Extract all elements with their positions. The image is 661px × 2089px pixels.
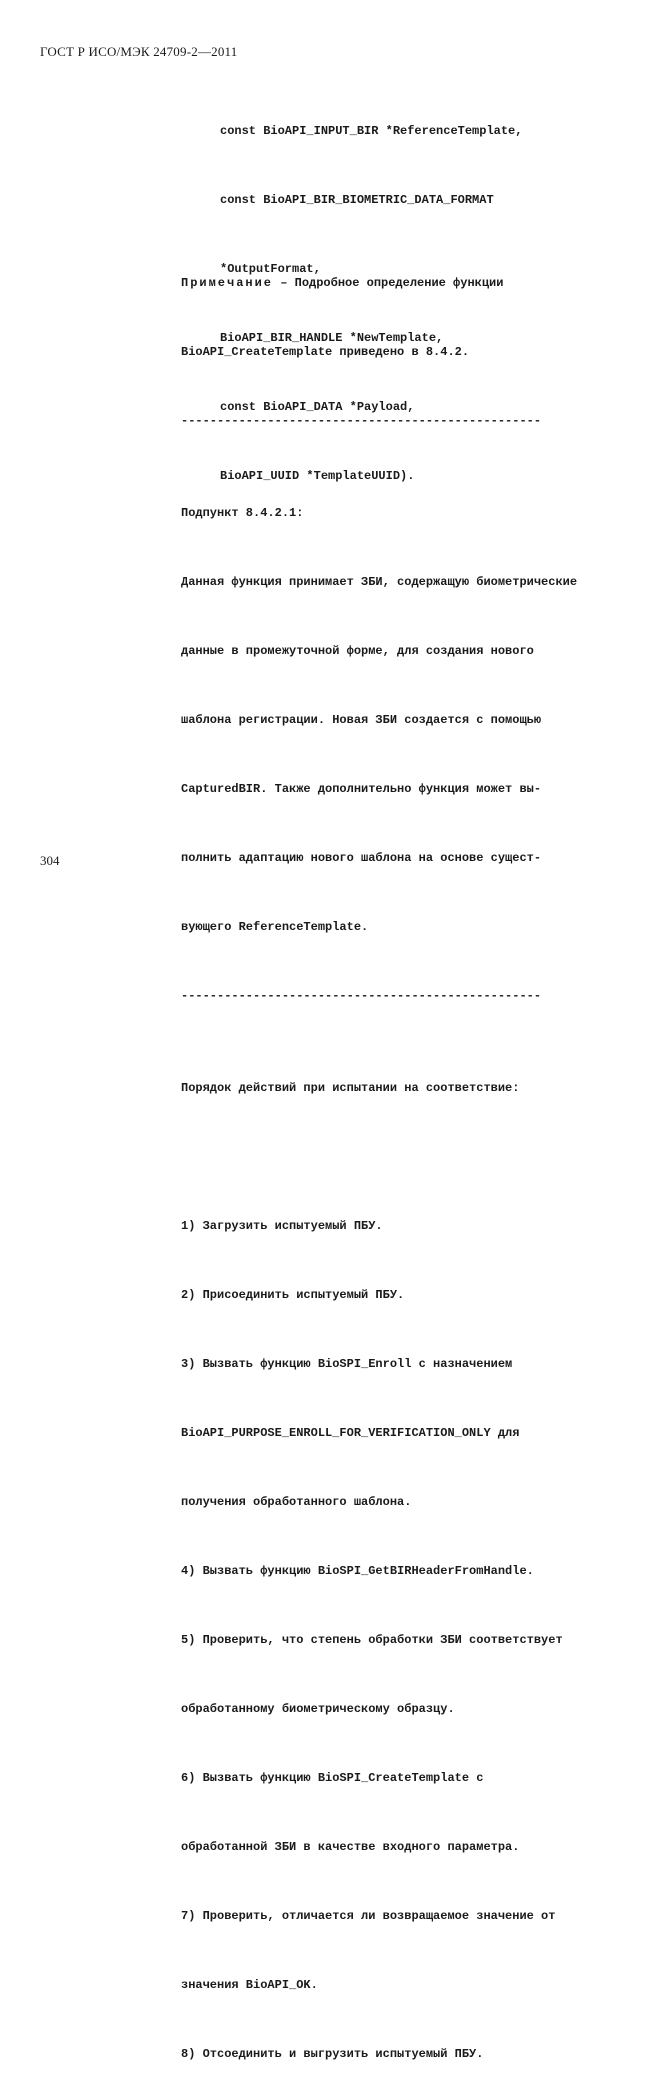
procedure-step: 2) Присоединить испытуемый ПБУ.: [181, 1288, 405, 1302]
procedure-step: значения BioAPI_OK.: [181, 1978, 318, 1992]
subclause-line: шаблона регистрации. Новая ЗБИ создается с помощью: [181, 713, 542, 727]
subclause-line: вующего ReferenceTemplate.: [181, 920, 369, 934]
subclause-line: Данная функция принимает ЗБИ, содержащую биометрические: [181, 575, 578, 589]
code-line: const BioAPI_BIR_BIOMETRIC_DATA_FORMAT: [220, 193, 494, 207]
note-text: – Подробное определение функции: [273, 276, 504, 290]
procedure-step: 5) Проверить, что степень обработки ЗБИ соответствует: [181, 1633, 563, 1647]
procedure-step: получения обработанного шаблона.: [181, 1495, 412, 1509]
procedure-step: 4) Вызвать функцию BioSPI_GetBIRHeaderFromHandle.: [181, 1564, 534, 1578]
procedure-step: 1) Загрузить испытуемый ПБУ.: [181, 1219, 383, 1233]
subclause-line: CapturedBIR. Также дополнительно функция может вы-: [181, 782, 542, 796]
procedure-step: 7) Проверить, отличается ли возвращаемое значение от: [181, 1909, 556, 1923]
code-line: const BioAPI_DATA *Payload,: [220, 400, 415, 414]
note-label: Примечание: [181, 276, 274, 290]
separator: --------------------------------------------------: [181, 414, 542, 428]
subclause-line: полнить адаптацию нового шаблона на основе сущест-: [181, 851, 542, 865]
page-number: 304: [40, 853, 60, 868]
procedure-step: BioAPI_PURPOSE_ENROLL_FOR_VERIFICATION_ONLY для: [181, 1426, 520, 1440]
procedure-step: 3) Вызвать функцию BioSPI_Enroll с назначением: [181, 1357, 513, 1371]
blank-line: [181, 1146, 577, 1169]
procedure-step: обработанной ЗБИ в качестве входного параметра.: [181, 1840, 520, 1854]
body-text: [181, 226, 577, 2089]
code-line: const BioAPI_INPUT_BIR *ReferenceTemplate,: [220, 124, 523, 138]
code-line: BioAPI_UUID *TemplateUUID).: [220, 469, 415, 483]
procedure-title: Порядок действий при испытании на соответствие:: [181, 1081, 520, 1095]
note-line-2: BioAPI_CreateTemplate приведено в 8.4.2.: [181, 345, 470, 359]
separator: --------------------------------------------------: [181, 989, 542, 1003]
procedure-step: обработанному биометрическому образцу.: [181, 1702, 455, 1716]
code-line: *OutputFormat,: [220, 262, 321, 276]
note-line: [181, 272, 577, 295]
subclause-line: данные в промежуточной форме, для создания нового: [181, 644, 534, 658]
code-line: BioAPI_BIR_HANDLE *NewTemplate,: [220, 331, 444, 345]
document-header: ГОСТ Р ИСО/МЭК 24709-2—2011: [40, 44, 238, 59]
procedure-step: 8) Отсоединить и выгрузить испытуемый ПБУ.: [181, 2047, 484, 2061]
subclause-title: Подпункт 8.4.2.1:: [181, 506, 304, 520]
procedure-step: 6) Вызвать функцию BioSPI_CreateTemplate с: [181, 1771, 484, 1785]
